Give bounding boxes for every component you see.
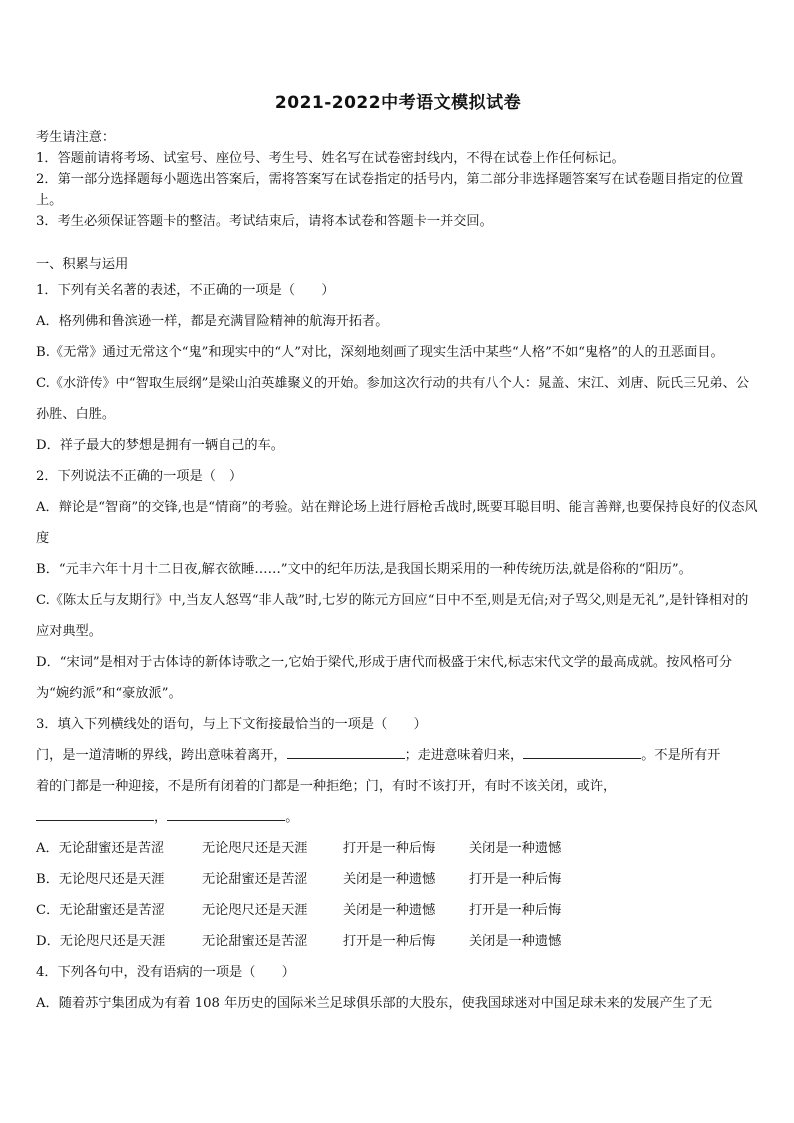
question-stem: 3．填入下列横线处的语句，与上下文衔接最恰当的一项是（ ） xyxy=(36,717,427,732)
option-b: B．“元丰六年十月十二日夜,解衣欲睡……”文中的纪年历法,是我国长期采用的一种传统历法,就是俗称的“阳历”。 xyxy=(36,562,692,577)
option-cell: 无论咫尺还是天涯 xyxy=(202,841,308,856)
exam-page xyxy=(36,88,760,1019)
answer-blank[interactable] xyxy=(287,746,405,759)
passage-line: 着的门都是一种迎接，不是所有闭着的门都是一种拒绝；门，有时不该打开，有时不该关闭，或许， xyxy=(36,779,617,794)
answer-blank[interactable] xyxy=(167,808,285,821)
question-3 xyxy=(36,709,760,833)
answer-blank[interactable] xyxy=(36,808,154,821)
question-2 xyxy=(36,461,760,709)
section-heading: 一、积累与运用 xyxy=(36,257,129,272)
option-b: B.《无常》通过无常这个“鬼”和现实中的“人”对比，深刻地刻画了现实生活中某些“人格”不如“鬼格”的人的丑恶面目。 xyxy=(36,345,724,360)
passage-line xyxy=(36,740,760,771)
option-row-d xyxy=(36,926,760,957)
passage-line xyxy=(36,802,760,833)
option-a: A．随着苏宁集团成为有着 108 年历史的国际米兰足球俱乐部的大股东，使我国球迷对中国足球未来的发展产生了无 xyxy=(36,996,713,1011)
option-a: A．格列佛和鲁滨逊一样，都是充满冒险精神的航海开拓者。 xyxy=(36,314,389,329)
question-3-options xyxy=(36,833,760,957)
passage-text: 。 xyxy=(285,810,299,825)
question-stem: 4．下列各句中，没有语病的一项是（ ） xyxy=(36,965,295,980)
option-cell: 打开是一种后悔 xyxy=(343,934,436,949)
option-cell: 打开是一种后悔 xyxy=(469,903,562,918)
option-cell: C．无论甜蜜还是苦涩 xyxy=(36,903,165,918)
option-row-c xyxy=(36,895,760,926)
option-cell: 关闭是一种遗憾 xyxy=(469,934,562,949)
option-cell: 关闭是一种遗憾 xyxy=(469,841,562,856)
option-cell: B．无论咫尺还是天涯 xyxy=(36,872,165,887)
option-cell: 打开是一种后悔 xyxy=(469,872,562,887)
option-a: A．辩论是“智商”的交锋,也是“情商”的考验。站在辩论场上进行唇枪舌战时,既要耳聪目明、能言善辩,也要保持良好的仪态风度 xyxy=(36,500,758,546)
option-cell: 无论甜蜜还是苦涩 xyxy=(202,872,308,887)
notice-item: 2．第一部分选择题每小题选出答案后，需将答案写在试卷指定的括号内，第二部分非选择题答案写在试卷题目指定的位置上。 xyxy=(36,172,744,208)
question-4 xyxy=(36,957,760,1019)
option-cell: 关闭是一种遗憾 xyxy=(343,903,436,918)
question-stem: 2．下列说法不正确的一项是（ ） xyxy=(36,469,243,484)
option-d: D．祥子最大的梦想是拥有一辆自己的车。 xyxy=(36,438,284,453)
passage-text: ；走进意味着归来， xyxy=(404,748,524,763)
notice-item: 3．考生必须保证答题卡的整洁。考试结束后，请将本试卷和答题卡一并交回。 xyxy=(36,214,493,229)
option-cell: 打开是一种后悔 xyxy=(343,841,436,856)
passage-text: 。不是所有开 xyxy=(641,748,721,763)
option-cell: 关闭是一种遗憾 xyxy=(343,872,436,887)
option-row-a xyxy=(36,833,760,864)
option-cell: 无论甜蜜还是苦涩 xyxy=(202,934,308,949)
option-cell: D．无论咫尺还是天涯 xyxy=(36,934,166,949)
option-cell: 无论咫尺还是天涯 xyxy=(202,903,308,918)
option-cell: A．无论甜蜜还是苦涩 xyxy=(36,841,165,856)
option-c: C.《陈太丘与友期行》中,当友人怒骂“非人哉”时,七岁的陈元方回应“日中不至,则是无信;对子骂父,则是无礼”,是针锋相对的应对典型。 xyxy=(36,593,749,639)
passage-text: 门，是一道清晰的界线，跨出意味着离开， xyxy=(36,748,287,763)
notice-item: 1．答题前请将考场、试室号、座位号、考生号、姓名写在试卷密封线内，不得在试卷上作任何标记。 xyxy=(36,151,625,166)
answer-blank[interactable] xyxy=(523,746,641,759)
passage-text: ， xyxy=(154,810,168,825)
page-title: 2021-2022中考语文模拟试卷 xyxy=(274,93,522,113)
option-d: D．“宋词”是相对于古体诗的新体诗歌之一,它始于梁代,形成于唐代而极盛于宋代,标志宋代文学的最高成就。按风格可分为“婉约派”和“豪放派”。 xyxy=(36,655,733,701)
question-1 xyxy=(36,275,760,461)
option-c: C.《水浒传》中“智取生辰纲”是梁山泊英雄聚义的开始。参加这次行动的共有八个人：晁盖、宋江、刘唐、阮氏三兄弟、公孙胜、白胜。 xyxy=(36,376,750,422)
notice-heading: 考生请注意： xyxy=(36,130,116,145)
option-row-b xyxy=(36,864,760,895)
question-stem: 1．下列有关名著的表述，不正确的一项是（ ） xyxy=(36,283,335,298)
notice-block xyxy=(36,127,760,232)
